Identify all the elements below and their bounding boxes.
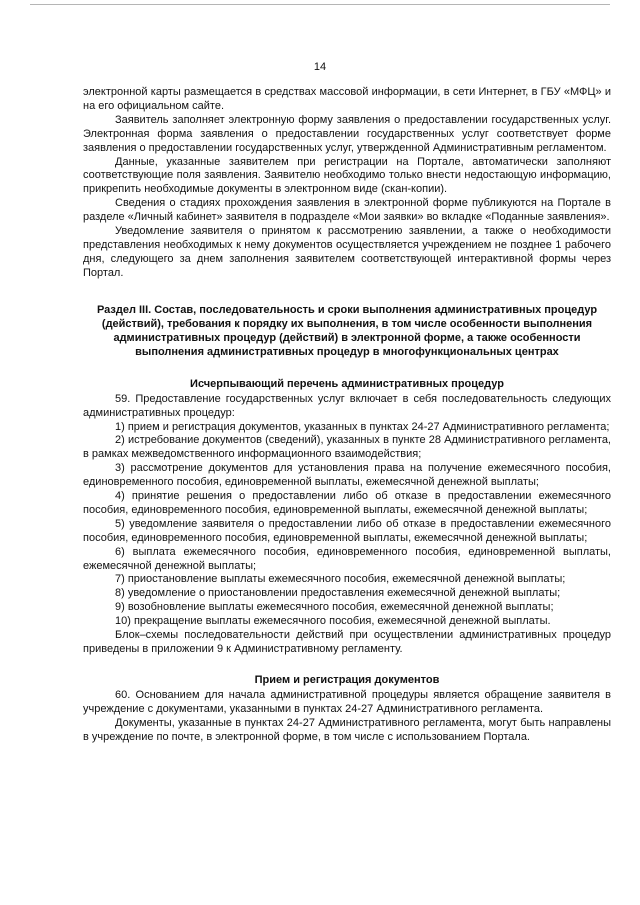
page-number: 14: [313, 61, 327, 73]
procedure-item: 1) прием и регистрация документов, указанных в пунктах 24-27 Административного регламента;: [115, 420, 610, 433]
scan-top-edge: [30, 4, 610, 5]
procedures-intro: 59. Предоставление государственных услуг включает в себя последовательность следующих административных процедур:: [83, 392, 611, 419]
reception-heading: Прием и регистрация документов: [254, 673, 440, 686]
procedure-item: 3) рассмотрение документов для установления права на получение ежемесячного пособия, единовременного пособия, единовременной выплаты, ежемесячной денежной выплаты;: [83, 462, 611, 489]
paragraph-notification: Уведомление заявителя о принятом к рассмотрению заявлении, а также о необходимости представления необходимых к нему документов осуществляется учреждением не позднее 1 рабочего дня, следующего за днем заполнения заявителем соответствующей интерактивной формы через Портал.: [83, 225, 611, 279]
paragraph-continued: электронной карты размещается в средствах массовой информации, в сети Интернет, в ГБУ «МФЦ» и на его официальном сайте.: [83, 86, 611, 112]
procedure-item: 5) уведомление заявителя о предоставлении либо об отказе в предоставлении ежемесячного пособия, единовременного пособия, единовременной выплаты, ежемесячной денежной выплаты;: [83, 517, 611, 544]
page-body: [83, 86, 611, 745]
procedure-item: 8) уведомление о приостановлении предоставления ежемесячной денежной выплаты;: [115, 587, 561, 600]
procedure-item: 6) выплата ежемесячного пособия, единовременного пособия, единовременной выплаты, ежемесячной денежной выплаты;: [83, 545, 611, 572]
block-schemes-note: Блок–схемы последовательности действий при осуществлении административных процедур приведены в приложении 9 к Административному регламенту.: [83, 629, 611, 655]
procedure-item: 2) истребование документов (сведений), указанных в пункте 28 Административного регламента, в рамках межведомственного информационного взаимодействия;: [83, 434, 611, 461]
paragraph-reception-basis: 60. Основанием для начала административной процедуры является обращение заявителя в учреждение с документами, указанными в пунктах 24-27 Административного регламента.: [83, 688, 611, 715]
procedure-item: 10) прекращение выплаты ежемесячного пособия, ежемесячной денежной выплаты.: [115, 615, 551, 628]
paragraph-electronic-form: Заявитель заполняет электронную форму заявления о предоставлении государственных услуг. Электронная форма заявления о предоставлении государственных услуг соответствует форме заявления о предоставлении государственных услуг, утвержденной Административным регламентом.: [83, 113, 611, 154]
paragraph-registration-data: Данные, указанные заявителем при регистрации на Портале, автоматически заполняют соответствующие поля заявления. Заявителю необходимо только внести недостающую информацию, прикрепить необходимые документы в электронном виде (скан-копии).: [83, 155, 611, 196]
procedure-item: 9) возобновление выплаты ежемесячного пособия, ежемесячной денежной выплаты;: [115, 601, 554, 614]
paragraph-status-info: Сведения о стадиях прохождения заявления в электронной форме публикуются на Портале в разделе «Личный кабинет» заявителя в подразделе «Мои заявки» во вкладке «Поданные заявления».: [83, 197, 611, 224]
section-heading: Раздел III. Состав, последовательность и сроки выполнения административных процедур (действий), требования к порядку их выполнения, в том числе особенности выполнения административных процедур (действий) в электронной форме, а также особенности выполнения административных процедур в многофункциональных центрах: [96, 303, 598, 358]
paragraph-reception-channels: Документы, указанные в пунктах 24-27 Административного регламента, могут быть направлены в учреждение по почте, в электронной форме, в том числе с использованием Портала.: [83, 716, 611, 743]
procedures-heading: Исчерпывающий перечень административных процедур: [190, 377, 504, 390]
procedure-item: 7) приостановление выплаты ежемесячного пособия, ежемесячной денежной выплаты;: [115, 573, 566, 586]
procedure-item: 4) принятие решения о предоставлении либо об отказе в предоставлении ежемесячного пособия, единовременного пособия, единовременной выплаты, ежемесячной денежной выплаты;: [83, 490, 611, 516]
